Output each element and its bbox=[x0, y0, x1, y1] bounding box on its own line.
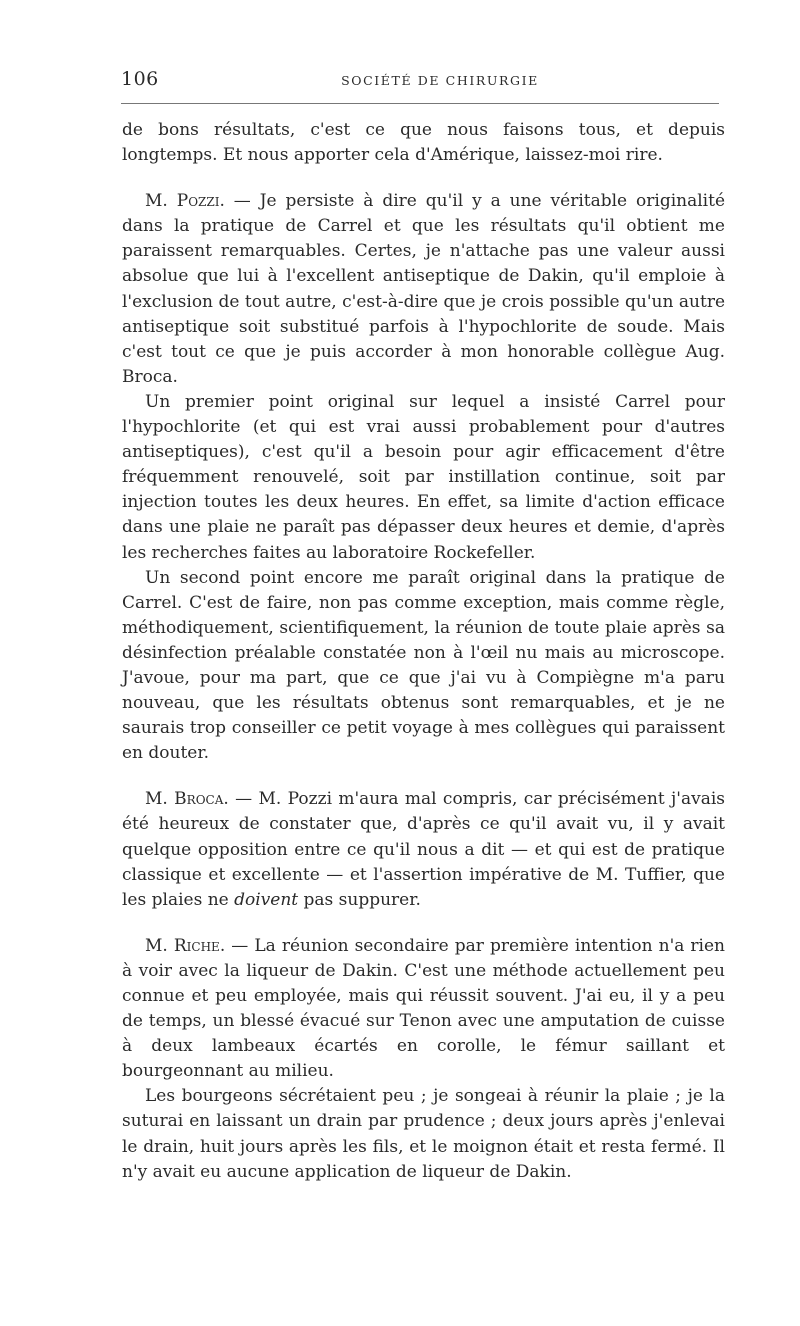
page-number: 106 bbox=[121, 68, 159, 90]
emphasis-text: doivent bbox=[234, 889, 299, 910]
paragraph-bourgeons bbox=[122, 1084, 725, 1184]
paragraph-broca bbox=[122, 787, 725, 912]
paragraph-riche bbox=[122, 934, 725, 1085]
paragraph-pozzi bbox=[122, 189, 725, 390]
speaker-name: Broca. bbox=[174, 789, 229, 810]
paragraph-continuation bbox=[122, 118, 725, 168]
speaker-name: Pozzi. bbox=[176, 191, 225, 212]
paragraph-text: Un second point encore me paraît original dans la pratique de Carrel. C'est de faire, non pas comme exception, mais comme règle, méthodiquement, scientifiquement, la réunion de toute plaie après sa désinfection préalable constatée non à l'œil nu mais au microscope. J'avoue, pour ma part, que ce que j'ai vu à Compiègne m'a paru nouveau, que les résultats obtenus sont remarquables, et je ne saurais trop conseiller ce petit voyage à mes collègues qui paraissent en douter. bbox=[122, 567, 725, 764]
page-header bbox=[121, 66, 719, 94]
paragraph-text: Un premier point original sur lequel a insisté Carrel pour l'hypochlorite (et qui est vrai aussi probablement pour d'autres antiseptiques), c'est qu'il a besoin pour agir efficacement d'être fréquemment renouvelé, soit par instillation continue, soit par injection toutes les deux heures. En effet, sa limite d'action efficace dans une plaie ne paraît pas dépasser deux heures et demie, d'après les recherches faites au laboratoire Rockefeller. bbox=[122, 391, 725, 563]
paragraph-second-point bbox=[122, 566, 725, 767]
running-head: SOCIÉTÉ DE CHIRURGIE bbox=[341, 73, 539, 88]
paragraph-text: — La réunion secondaire par première intention n'a rien à voir avec la liqueur de Dakin. C'est une méthode actuellement peu connue et peu employée, mais qui réussit souvent. J'ai eu, il y a peu de temps, un blessé évacué sur Tenon avec une amputation de cuisse à deux lambeaux écartés en corolle, le fémur saillant et bourgeonnant au milieu. bbox=[122, 935, 726, 1082]
body-text bbox=[122, 118, 725, 1185]
header-rule bbox=[121, 103, 719, 104]
speaker-name: Riche. bbox=[173, 935, 226, 956]
paragraph-text: Les bourgeons sécrétaient peu ; je songeai à réunir la plaie ; je la suturai en laissant un drain par prudence ; deux jours après j'enlevai le drain, huit jours après les fils, et le moignon était et resta fermé. Il n'y avait eu aucune application de liqueur de Dakin. bbox=[122, 1086, 725, 1182]
paragraph-first-point bbox=[122, 390, 725, 566]
paragraph-text: de bons résultats, c'est ce que nous faisons tous, et depuis longtemps. Et nous apporter cela d'Amérique, laissez-moi rire. bbox=[122, 120, 725, 166]
speaker-prefix: M. bbox=[145, 191, 168, 212]
paragraph-text: — M. Pozzi m'aura mal compris, car précisément j'avais été heureux de constater que, d'après ce qu'il avait vu, il y avait quelque opposition entre ce qu'il nous a dit — et qui est de pratique classique et excellente — et l'assertion impérative de M. Tuffier, que les plaies ne bbox=[122, 789, 725, 910]
speaker-prefix: M. bbox=[145, 789, 168, 810]
paragraph-text: — Je persiste à dire qu'il y a une véritable originalité dans la pratique de Carrel et que les résultats qu'il obtient me paraissent remarquables. Certes, je n'attache pas une valeur aussi absolue que lui à l'excellent antiseptique de Dakin, qu'il emploie à l'exclusion de tout autre, c'est-à-dire que je crois possible qu'un autre antiseptique soit substitué parfois à l'hypochlorite de soude. Mais c'est tout ce que je puis accorder à mon honorable collègue Aug. Broca. bbox=[122, 191, 725, 387]
paragraph-text-end: pas suppurer. bbox=[298, 889, 421, 910]
speaker-prefix: M. bbox=[145, 935, 168, 956]
